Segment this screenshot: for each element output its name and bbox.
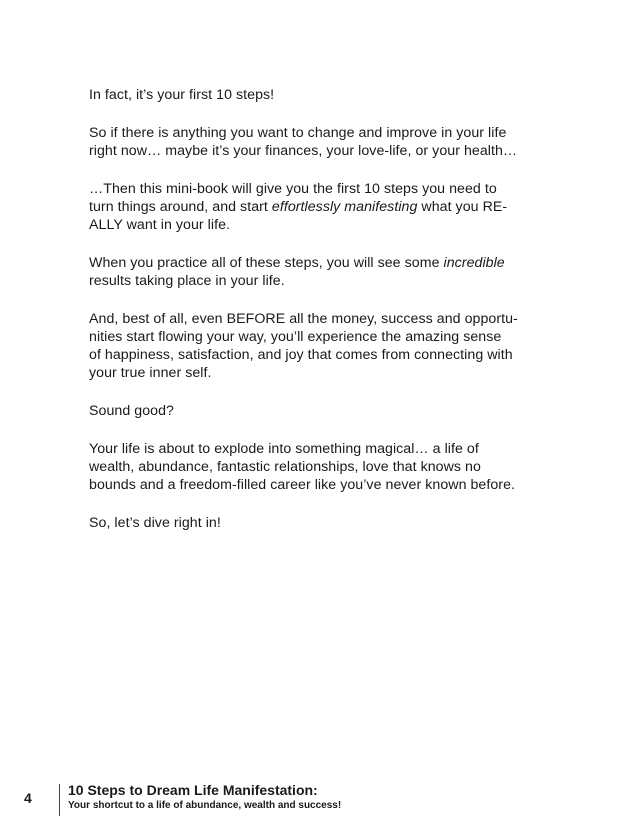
text-line: wealth, abundance, fantastic relationships, love that knows no	[89, 459, 481, 475]
text-line: In fact, it’s your first 10 steps!	[89, 87, 275, 103]
paragraph-practice	[89, 254, 551, 290]
text-line: So if there is anything you want to change and improve in your life	[89, 125, 507, 141]
page-number: 4	[24, 790, 32, 806]
paragraph-change	[89, 124, 551, 160]
paragraph-intro	[89, 86, 551, 104]
paragraph-mini-book	[89, 180, 551, 234]
text-line: nities start flowing your way, you’ll experience the amazing sense	[89, 329, 502, 345]
footer-book-subtitle: Your shortcut to a life of abundance, wealth and success!	[68, 800, 342, 811]
text-line: And, best of all, even BEFORE all the money, success and opportu-	[89, 311, 518, 327]
emphasis-text: effortlessly manifesting	[271, 199, 418, 215]
page-footer	[0, 776, 638, 816]
text-line: bounds and a freedom-filled career like you’ve never known before.	[89, 477, 516, 493]
text-line: …Then this mini-book will give you the first 10 steps you need to	[89, 181, 497, 197]
footer-book-title: 10 Steps to Dream Life Manifestation:	[68, 782, 318, 798]
page-body	[89, 86, 551, 552]
text-line: So, let’s dive right in!	[89, 515, 221, 531]
text-line: right now… maybe it’s your finances, your love-life, or your health…	[89, 143, 518, 159]
text-line: Your life is about to explode into something magical… a life of	[89, 441, 479, 457]
text-line	[89, 198, 551, 216]
text-fragment: what you RE-	[417, 199, 508, 215]
text-fragment: turn things around, and start	[89, 199, 272, 215]
text-line	[89, 254, 551, 272]
paragraph-explode	[89, 440, 551, 494]
emphasis-text: incredible	[443, 255, 505, 271]
paragraph-dive-in	[89, 514, 551, 532]
paragraph-sound-good	[89, 402, 551, 420]
text-line: of happiness, satisfaction, and joy that comes from connecting with	[89, 347, 513, 363]
footer-divider	[59, 784, 60, 816]
paragraph-best-of-all	[89, 310, 551, 382]
text-line: ALLY want in your life.	[89, 217, 231, 233]
text-line: your true inner self.	[89, 365, 212, 381]
text-line: Sound good?	[89, 403, 174, 419]
text-fragment: When you practice all of these steps, you will see some	[89, 255, 444, 271]
text-line: results taking place in your life.	[89, 273, 285, 289]
